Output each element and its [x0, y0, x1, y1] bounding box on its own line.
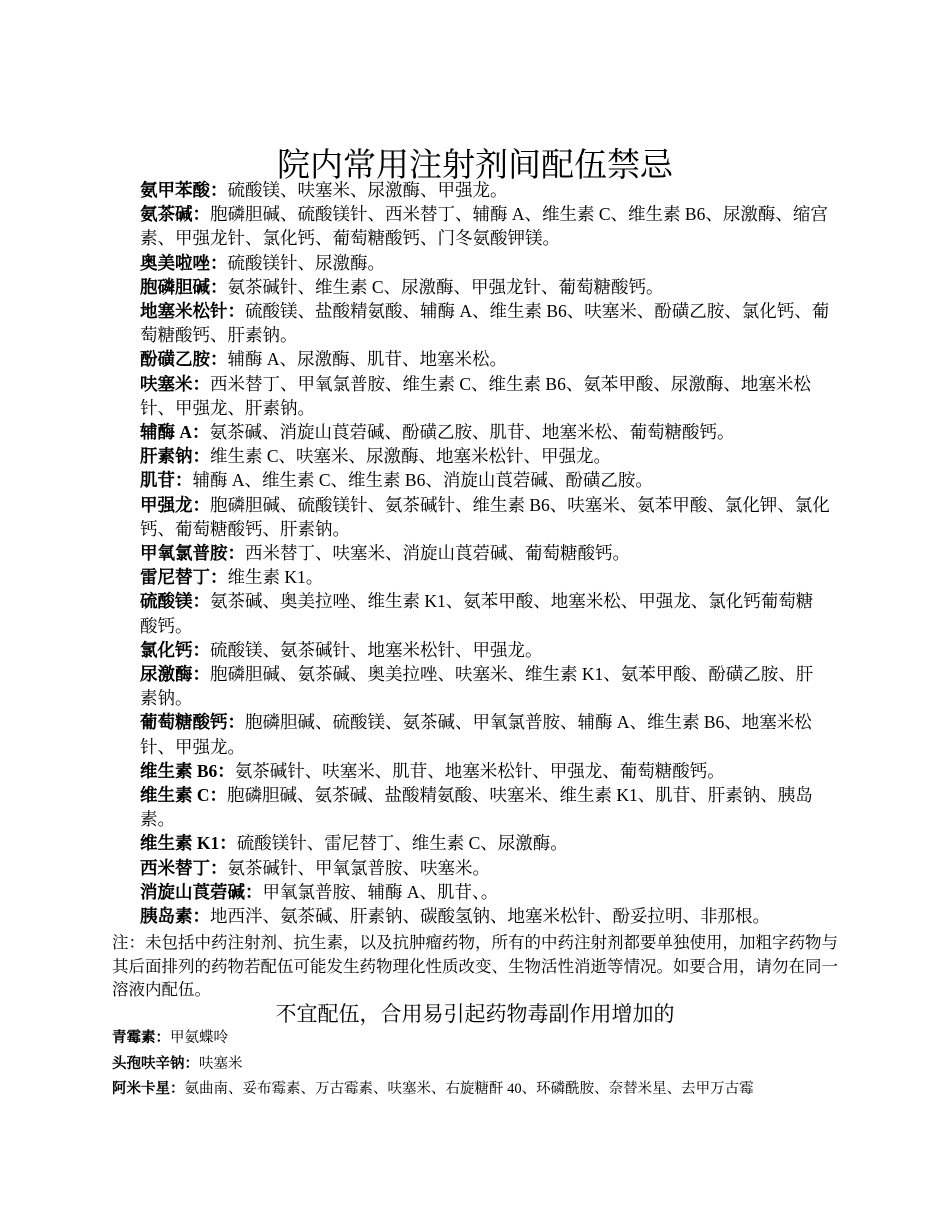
drug-incompatibles: 硫酸镁、氨茶碱针、地塞米松针、甲强龙。	[210, 639, 543, 660]
drug-term: 肝素钠：	[140, 446, 210, 467]
drug-term: 雷尼替丁：	[140, 567, 228, 588]
drug-incompatibles: 氨茶碱、消旋山莨菪碱、酚磺乙胺、肌苷、地塞米松、葡萄糖酸钙。	[209, 422, 735, 443]
drug-incompatibles: 氨茶碱、奥美拉唑、维生素 K1、氨苯甲酸、地塞米松、甲强龙、氯化钙葡萄糖酸钙。	[140, 591, 814, 636]
drug-term: 维生素 K1：	[140, 833, 237, 854]
list-item	[112, 1052, 842, 1078]
drug-term: 维生素 B6：	[140, 760, 235, 781]
drug-incompatibles: 硫酸镁、呋塞米、尿激酶、甲强龙。	[227, 180, 508, 200]
drug-term: 呋塞米：	[140, 373, 210, 394]
drug-term: 尿激酶：	[140, 664, 210, 685]
drug-incompatibles: 西米替丁、呋塞米、消旋山莨菪碱、葡萄糖酸钙。	[245, 543, 630, 564]
drug-incompatibles: 氨茶碱针、维生素 C、尿激酶、甲强龙针、葡萄糖酸钙。	[227, 276, 664, 297]
drug-term: 奥美啦唑：	[140, 252, 228, 273]
drug-incompatibles: 氨茶碱针、呋塞米、肌苷、地塞米松针、甲强龙、葡萄糖酸钙。	[234, 760, 725, 781]
drug-incompatibles: 胞磷胆碱、硫酸镁针、氨茶碱针、维生素 B6、呋塞米、氨苯甲酸、氯化钾、氯化钙、葡萄糖酸钙、肝素钠。	[140, 494, 830, 539]
drug-incompatibles: 辅酶 A、尿激酶、肌苷、地塞米松。	[227, 349, 508, 370]
drug-term: 甲强龙：	[140, 494, 210, 515]
drug-incompatibles: 胞磷胆碱、硫酸镁针、西米替丁、辅酶 A、维生素 C、维生素 B6、尿激酶、缩宫素、甲强龙针、氯化钙、葡萄糖酸钙、门冬氨酸钾镁。	[140, 204, 828, 249]
section-heading: 不宜配伍，合用易引起药物毒副作用增加的	[275, 1002, 675, 1026]
drug-term: 阿米卡星：	[112, 1081, 185, 1097]
list-item	[140, 565, 830, 589]
drug-term: 胰岛素：	[140, 906, 210, 927]
drug-term: 肌苷：	[140, 470, 193, 491]
list-item	[140, 541, 830, 565]
drug-term: 维生素 C：	[140, 785, 228, 806]
drug-incompatibles: 硫酸镁针、尿激酶。	[227, 252, 385, 273]
drug-incompatibles: 硫酸镁、盐酸精氨酸、辅酶 A、维生素 B6、呋塞米、酚磺乙胺、氯化钙、葡萄糖酸钙、肝素钠。	[140, 301, 830, 346]
drug-term: 硫酸镁：	[140, 591, 210, 612]
list-item	[140, 904, 830, 928]
drug-term: 地塞米松针：	[140, 301, 245, 322]
list-item	[140, 638, 830, 662]
drug-term: 氨茶碱：	[140, 204, 210, 225]
drug-incompatibles: 氨茶碱针、甲氧氯普胺、呋塞米。	[227, 857, 490, 878]
page-title: 院内常用注射剂间配伍禁忌	[277, 148, 673, 185]
list-item	[140, 275, 830, 299]
drug-term: 青霉素：	[112, 1030, 170, 1046]
list-item	[140, 372, 830, 420]
drug-term: 氯化钙：	[140, 639, 210, 660]
drug-term: 氨甲苯酸：	[140, 180, 228, 200]
list-item	[140, 251, 830, 275]
list-item	[140, 856, 830, 880]
list-item	[140, 880, 830, 904]
list-item	[140, 444, 830, 468]
drug-incompatibles: 硫酸镁针、雷尼替丁、维生素 C、尿激酶。	[236, 833, 568, 854]
list-item	[140, 759, 830, 783]
drug-term: 胞磷胆碱：	[140, 276, 228, 297]
incompatibility-list	[140, 178, 830, 928]
drug-incompatibles: 甲氨蝶呤	[170, 1030, 228, 1046]
drug-term: 辅酶 A：	[140, 422, 210, 443]
list-item	[112, 1026, 842, 1052]
list-item	[140, 589, 830, 637]
drug-incompatibles: 胞磷胆碱、硫酸镁、氨茶碱、甲氧氯普胺、辅酶 A、维生素 B6、地塞米松针、甲强龙。	[140, 712, 812, 757]
list-item	[140, 347, 830, 371]
list-item	[140, 493, 830, 541]
drug-term: 甲氧氯普胺：	[140, 543, 245, 564]
drug-incompatibles: 维生素 C、呋塞米、尿激酶、地塞米松针、甲强龙。	[210, 446, 612, 467]
drug-incompatibles: 呋塞米	[199, 1055, 243, 1072]
footnote: 注：未包括中药注射剂、抗生素，以及抗肿瘤药物，所有的中药注射剂都要单独使用，加粗字药物与其后面排列的药物若配伍可能发生药物理化性质改变、生物活性消逝等情况。如要合用，请勿在同一溶液内配伍。	[112, 933, 838, 999]
list-item	[140, 420, 830, 444]
list-item	[140, 662, 830, 710]
list-item	[112, 1077, 842, 1103]
drug-term: 头孢呋辛钠：	[112, 1055, 199, 1072]
list-item	[140, 831, 830, 855]
drug-incompatibles: 胞磷胆碱、氨茶碱、奥美拉唑、呋塞米、维生素 K1、氨苯甲酸、酚磺乙胺、肝素钠。	[140, 664, 814, 709]
drug-incompatibles: 维生素 K1。	[227, 567, 324, 588]
list-item	[140, 468, 830, 492]
list-item	[140, 783, 830, 831]
drug-term: 酚磺乙胺：	[140, 349, 228, 370]
list-item	[140, 178, 830, 202]
list-item	[140, 202, 830, 250]
toxicity-list	[112, 1026, 842, 1103]
list-item	[140, 299, 830, 347]
drug-incompatibles: 胞磷胆碱、氨茶碱、盐酸精氨酸、呋塞米、维生素 K1、肌苷、肝素钠、胰岛素。	[140, 785, 813, 830]
list-item	[140, 710, 830, 758]
drug-incompatibles: 甲氧氯普胺、辅酶 A、肌苷、。	[262, 881, 499, 902]
drug-incompatibles: 地西泮、氨茶碱、肝素钠、碳酸氢钠、地塞米松针、酚妥拉明、非那根。	[210, 906, 770, 927]
drug-incompatibles: 氨曲南、妥布霉素、万古霉素、呋塞米、右旋糖酐 40、环磷酰胺、奈替米星、去甲万古霉	[184, 1081, 754, 1097]
drug-incompatibles: 辅酶 A、维生素 C、维生素 B6、消旋山莨菪碱、酚磺乙胺。	[192, 470, 653, 491]
drug-term: 葡萄糖酸钙：	[140, 712, 245, 733]
drug-incompatibles: 西米替丁、甲氧氯普胺、维生素 C、维生素 B6、氨苯甲酸、尿激酶、地塞米松针、甲强龙、肝素钠。	[140, 373, 811, 418]
drug-term: 消旋山莨菪碱：	[140, 881, 263, 902]
drug-term: 西米替丁：	[140, 857, 228, 878]
